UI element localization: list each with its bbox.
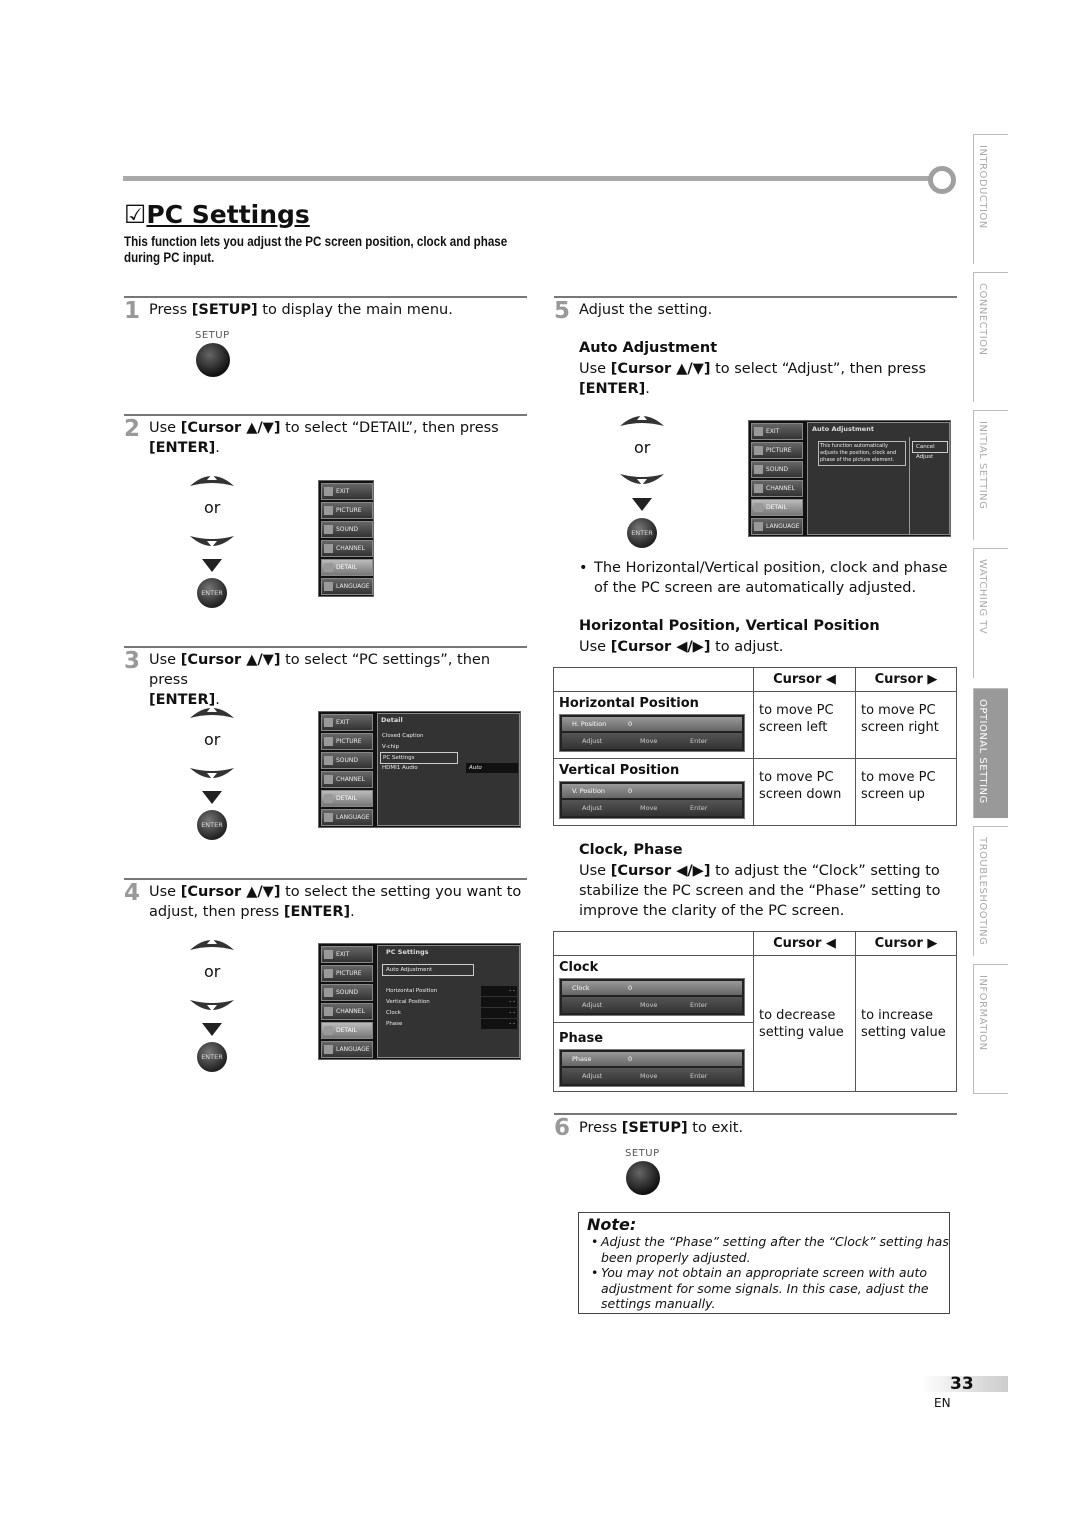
menu-item-channel: CHANNEL <box>751 480 803 497</box>
cp-heading: Clock, Phase <box>579 842 683 858</box>
menu-item-detail: DETAIL <box>321 559 373 576</box>
detail-panel <box>377 713 520 826</box>
step3-number: 3 <box>124 648 141 674</box>
menu-item-exit: EXIT <box>321 946 373 963</box>
note-item: • You may not obtain an appropriate screen with auto adjustment for some signals. In this case, adjust the settings manually. <box>591 1265 949 1312</box>
cursor-up-icon <box>187 468 237 492</box>
menu-item-sound: SOUND <box>321 521 373 538</box>
arrow-down-icon <box>202 559 222 572</box>
sidebar-tab-information[interactable]: INFORMATION <box>973 964 1008 1094</box>
cursor-up-icon <box>187 700 237 724</box>
intro-text: This function lets you adjust the PC screen position, clock and phase during PC input. <box>124 234 508 265</box>
menu-item-channel: CHANNEL <box>321 771 373 788</box>
menu-item-sound: SOUND <box>321 984 373 1001</box>
cp-col-right: Cursor ▶ <box>856 932 957 956</box>
step2-text: Use [Cursor ▲/▼] to select “DETAIL”, then press [ENTER]. <box>149 420 499 456</box>
cp-text: Use [Cursor ◀/▶] to adjust the “Clock” setting to stabilize the PC screen and the “Phase” setting to improve the clarity of the PC screen. <box>579 863 941 919</box>
menu-item-sound: SOUND <box>321 752 373 769</box>
menu-item-picture: PICTURE <box>321 733 373 750</box>
step4-number: 4 <box>124 880 141 906</box>
sidebar-tab-connection[interactable]: CONNECTION <box>973 272 1008 402</box>
sidebar-tab-watching-tv[interactable]: WATCHING TV <box>973 548 1008 678</box>
step5-text: Adjust the setting. <box>579 302 713 318</box>
hv-row-h <box>554 692 754 759</box>
auto-adjust-text: Use [Cursor ▲/▼] to select “Adjust”, then press [ENTER]. <box>579 361 927 397</box>
menu-item-detail: DETAIL <box>321 1022 373 1039</box>
step3-rule <box>124 646 527 648</box>
step3-text: Use [Cursor ▲/▼] to select “PC settings”, then press [ENTER]. <box>149 652 491 708</box>
pc-value-vpos: - - <box>481 997 517 1007</box>
setup-label: SETUP <box>195 330 230 341</box>
auto-adjust-heading: Auto Adjustment <box>579 340 718 356</box>
auto-panel-desc: This function automatically adjusts the position, clock and phase of the picture element. <box>818 441 906 466</box>
arrow-down-icon <box>202 791 222 804</box>
step1-rule <box>124 296 527 298</box>
cp-row-clock-label: Clock <box>559 960 599 975</box>
setup-label: SETUP <box>625 1148 660 1159</box>
setup-button-icon <box>626 1161 660 1195</box>
auto-adjust-screen <box>748 420 951 537</box>
hv-row-v-right: to move PC screen up <box>856 759 957 826</box>
or-label: or <box>634 438 651 457</box>
main-menu <box>318 480 374 597</box>
step6-number: 6 <box>554 1115 571 1141</box>
step4-rule <box>124 878 527 880</box>
step6-rule <box>554 1113 957 1115</box>
step1-number: 1 <box>124 298 141 324</box>
note-item: • Adjust the “Phase” setting after the “Clock” setting has been properly adjusted. <box>591 1234 949 1265</box>
hv-heading: Horizontal Position, Vertical Position <box>579 618 880 634</box>
step2-number: 2 <box>124 416 141 442</box>
auto-panel-title: Auto Adjustment <box>812 425 874 433</box>
hv-col-right: Cursor ▶ <box>856 668 957 692</box>
enter-button-icon: ENTER <box>197 1042 227 1072</box>
detail-item-cc: Closed Caption <box>382 733 424 739</box>
menu-item-picture: PICTURE <box>321 965 373 982</box>
setup-button-icon <box>196 343 230 377</box>
or-label: or <box>204 730 221 749</box>
cp-table <box>553 931 957 1092</box>
header-rule <box>123 176 933 181</box>
cursor-down-icon <box>187 762 237 786</box>
pc-settings-screen <box>318 943 521 1060</box>
pc-value-phase: - - <box>481 1019 517 1029</box>
menu-item-language: LANGUAGE <box>321 1041 373 1058</box>
step4-text: Use [Cursor ▲/▼] to select the setting you want to adjust, then press [ENTER]. <box>149 884 522 920</box>
step5-rule <box>554 296 957 298</box>
hv-row-v-label: Vertical Position <box>559 763 680 778</box>
sidebar-tab-optional-setting[interactable]: OPTIONAL SETTING <box>973 688 1008 818</box>
pc-settings-panel <box>377 945 520 1058</box>
pc-item-phase: Phase <box>386 1021 403 1027</box>
auto-adjust-panel <box>807 422 950 535</box>
cursor-down-icon <box>617 468 667 492</box>
vpos-osd: V. Position 0 Adjust Move Enter <box>559 781 745 819</box>
menu-item-detail: DETAIL <box>321 790 373 807</box>
page-number: 33 <box>950 1374 974 1394</box>
arrow-down-icon <box>202 1023 222 1036</box>
pc-item-vpos: Vertical Position <box>386 999 430 1005</box>
phase-osd: Phase 0 Adjust Move Enter <box>559 1049 745 1087</box>
arrow-down-icon <box>632 498 652 511</box>
cp-col-left: Cursor ◀ <box>754 932 856 956</box>
pc-item-clock: Clock <box>386 1010 401 1016</box>
hv-row-v-left: to move PC screen down <box>754 759 856 826</box>
page-title <box>124 200 310 229</box>
pc-panel-title: PC Settings <box>386 948 429 956</box>
menu-item-exit: EXIT <box>321 483 373 500</box>
hv-table <box>553 667 957 826</box>
note-title: Note: <box>587 1215 637 1234</box>
checkbox-icon: ☑ <box>124 200 147 229</box>
menu-item-detail: DETAIL <box>751 499 803 516</box>
menu-item-exit: EXIT <box>751 423 803 440</box>
enter-button-icon: ENTER <box>197 578 227 608</box>
auto-adjust-option: Adjust <box>916 454 934 460</box>
menu-item-language: LANGUAGE <box>321 578 373 595</box>
pc-item-auto: Auto Adjustment <box>382 964 474 976</box>
cursor-down-icon <box>187 530 237 554</box>
menu-item-language: LANGUAGE <box>321 809 373 826</box>
hv-row-h-label: Horizontal Position <box>559 696 699 711</box>
cursor-down-icon <box>187 994 237 1018</box>
enter-button-icon: ENTER <box>197 810 227 840</box>
cursor-up-icon <box>187 932 237 956</box>
note-box <box>578 1212 950 1314</box>
auto-bullet: • The Horizontal/Vertical position, clock and phase of the PC screen are automatically adjusted. <box>579 560 948 596</box>
menu-item-sound: SOUND <box>751 461 803 478</box>
detail-item-hdmi: HDMI1 Audio <box>382 765 418 771</box>
title-text: PC Settings <box>146 200 310 229</box>
step2-rule <box>124 414 527 416</box>
or-label: or <box>204 962 221 981</box>
or-label: or <box>204 498 221 517</box>
sidebar-tab-introduction[interactable]: INTRODUCTION <box>973 134 1008 264</box>
detail-item-pc-settings: PC Settings <box>380 752 458 764</box>
menu-item-picture: PICTURE <box>751 442 803 459</box>
pc-value-clock: - - <box>481 1008 517 1018</box>
sidebar-tab-troubleshooting[interactable]: TROUBLESHOOTING <box>973 826 1008 956</box>
cp-right: to increase setting value <box>856 956 957 1092</box>
detail-item-vchip: V-chip <box>382 744 399 750</box>
sidebar-tab-initial-setting[interactable]: INITIAL SETTING <box>973 410 1008 540</box>
cp-left: to decrease setting value <box>754 956 856 1092</box>
hv-col-left: Cursor ◀ <box>754 668 856 692</box>
pc-item-hpos: Horizontal Position <box>386 988 438 994</box>
hv-row-h-left: to move PC screen left <box>754 692 856 759</box>
cp-row-phase <box>554 1023 754 1092</box>
step6-text: Press [SETUP] to exit. <box>579 1120 744 1136</box>
detail-panel-title: Detail <box>381 716 403 724</box>
cursor-up-icon <box>617 408 667 432</box>
hv-row-v <box>554 759 754 826</box>
cp-row-clock <box>554 956 754 1023</box>
detail-hdmi-value: Auto <box>466 763 518 773</box>
auto-cancel-option: Cancel <box>912 441 948 453</box>
header-ring <box>928 166 956 194</box>
detail-menu-screen <box>318 711 521 828</box>
clock-osd: Clock 0 Adjust Move Enter <box>559 978 745 1016</box>
menu-item-channel: CHANNEL <box>321 1003 373 1020</box>
menu-item-language: LANGUAGE <box>751 518 803 535</box>
pc-value-hpos: - - <box>481 986 517 996</box>
hpos-osd: H. Position 0 Adjust Move Enter <box>559 714 745 752</box>
enter-button-icon: ENTER <box>627 518 657 548</box>
cp-row-phase-label: Phase <box>559 1031 604 1046</box>
step5-number: 5 <box>554 298 571 324</box>
step1-text: Press [SETUP] to display the main menu. <box>149 302 453 318</box>
hv-row-h-right: to move PC screen right <box>856 692 957 759</box>
menu-item-picture: PICTURE <box>321 502 373 519</box>
hv-text: Use [Cursor ◀/▶] to adjust. <box>579 639 784 655</box>
menu-item-exit: EXIT <box>321 714 373 731</box>
language-code: EN <box>934 1396 951 1410</box>
menu-item-channel: CHANNEL <box>321 540 373 557</box>
